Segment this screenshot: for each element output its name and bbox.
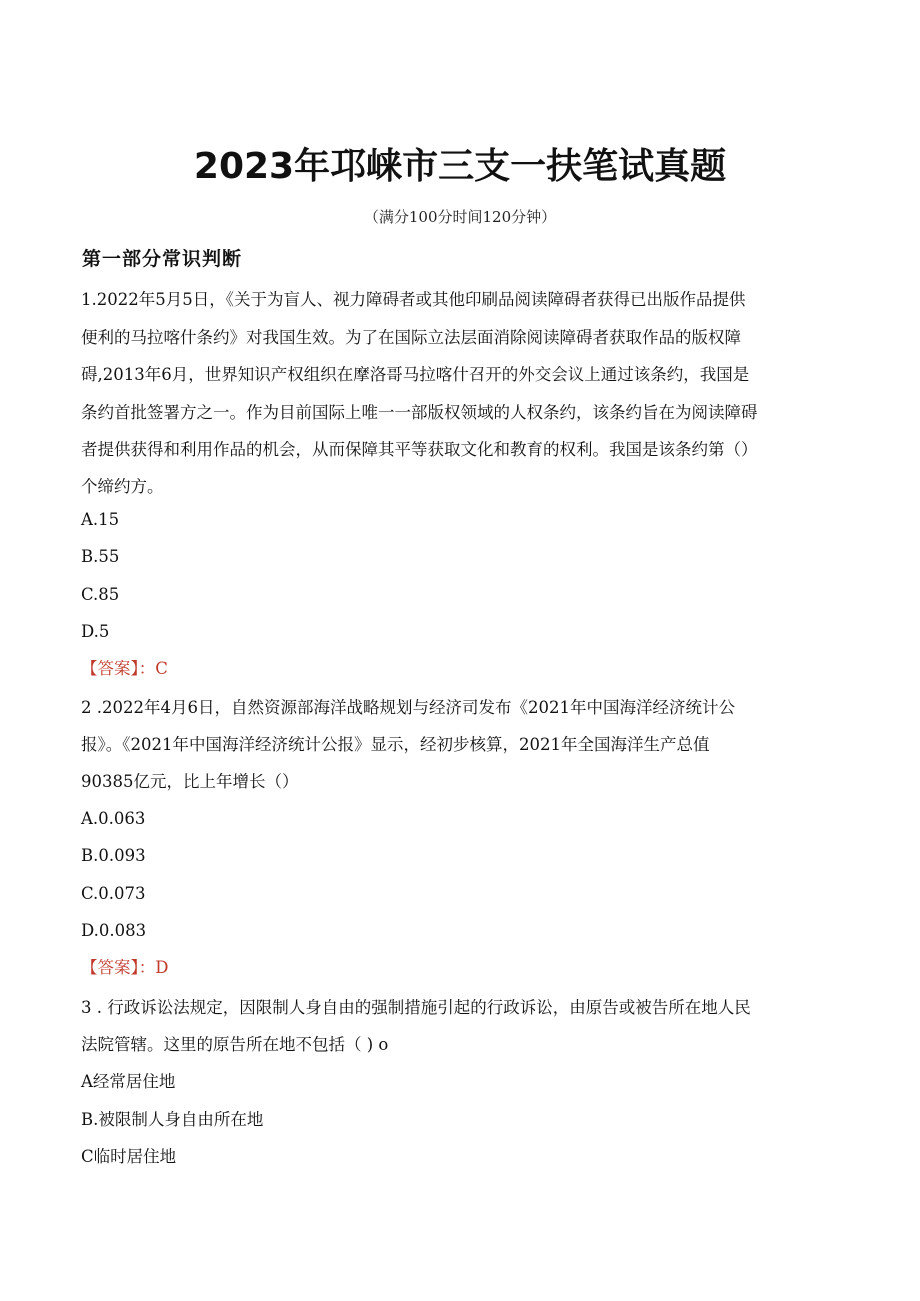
question-1-line-3: 碍,2013年6月，世界知识产权组织在摩洛哥马拉喀什召开的外交会议上通过该条约，我国是 bbox=[81, 365, 750, 384]
question-1-line-2: 便利的马拉喀什条约》对我国生效。为了在国际立法层面消除阅读障碍者获取作品的版权障 bbox=[81, 328, 741, 347]
question-1-answer bbox=[81, 659, 168, 679]
section-title: 第一部分常识判断 bbox=[82, 248, 243, 270]
question-2-option-b: B.0.093 bbox=[81, 846, 146, 865]
answer-value: C bbox=[155, 659, 168, 678]
question-1-line-1: 1.2022年5月5日，《关于为盲人、视力障碍者或其他印刷品阅读障碍者获得已出版作品提供 bbox=[81, 290, 746, 309]
question-2-line-1: 2 .2022年4月6日，自然资源部海洋战略规划与经济司发布《2021年中国海洋经济统计公 bbox=[81, 698, 735, 717]
question-3-option-b: B.被限制人身自由所在地 bbox=[81, 1110, 264, 1129]
document-title: 2023年邛崃市三支一扶笔试真题 bbox=[193, 146, 727, 187]
question-2-option-c: C.0.073 bbox=[81, 884, 146, 903]
question-3-option-c: C临时居住地 bbox=[81, 1147, 177, 1166]
question-2-option-d: D.0.083 bbox=[81, 921, 147, 940]
question-3-line-1: 3 . 行政诉讼法规定，因限制人身自由的强制措施引起的行政诉讼，由原告或被告所在地人民 bbox=[81, 998, 751, 1017]
answer-value: D bbox=[155, 958, 169, 977]
question-2-answer bbox=[81, 958, 168, 978]
question-2-line-2: 报》。《2021年中国海洋经济统计公报》显示，经初步核算，2021年全国海洋生产总值 bbox=[81, 735, 710, 754]
document-subtitle: （满分100分时间120分钟） bbox=[363, 208, 557, 226]
question-1-line-4: 条约首批签署方之一。作为目前国际上唯一一部版权领域的人权条约，该条约旨在为阅读障碍 bbox=[81, 403, 758, 422]
question-3-option-a: A经常居住地 bbox=[81, 1072, 176, 1091]
question-1-option-b: B.55 bbox=[81, 547, 120, 566]
question-1-option-a: A.15 bbox=[81, 510, 120, 529]
question-1-option-c: C.85 bbox=[81, 585, 120, 604]
question-1-option-d: D.5 bbox=[81, 622, 110, 641]
question-1-line-5: 者提供获得和利用作品的机会，从而保障其平等获取文化和教育的权利。我国是该条约第（） bbox=[81, 440, 758, 459]
question-2-option-a: A.0.063 bbox=[81, 809, 146, 828]
question-2-line-3: 90385亿元，比上年增长（） bbox=[81, 772, 299, 791]
answer-label: 【答案】： bbox=[81, 659, 156, 678]
question-1-line-6: 个缔约方。 bbox=[81, 477, 164, 496]
answer-label: 【答案】： bbox=[81, 958, 156, 977]
question-3-line-2: 法院管辖。这里的原告所在地不包括（ ) o bbox=[81, 1035, 389, 1054]
